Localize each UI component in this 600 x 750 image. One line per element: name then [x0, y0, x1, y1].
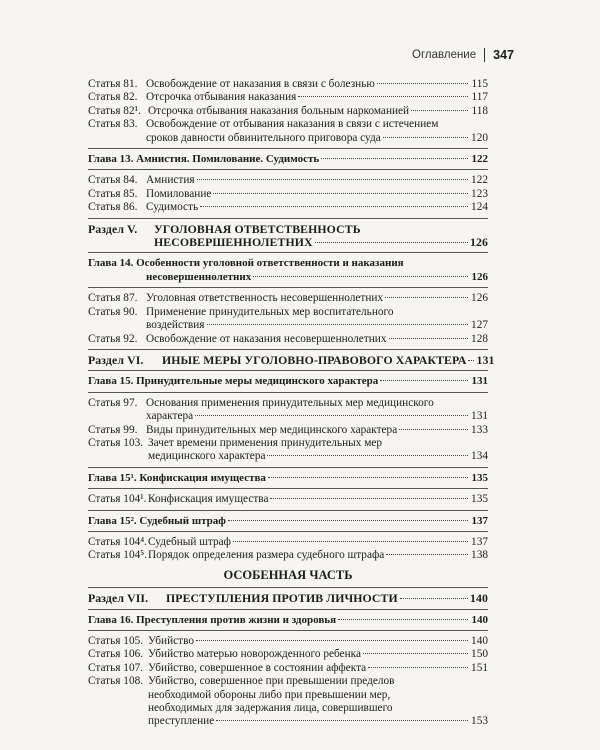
dot-leader — [253, 276, 468, 277]
article-number: Статья 81. — [88, 78, 138, 90]
dot-leader — [383, 137, 468, 138]
article-number: Статья 106. — [88, 648, 144, 661]
article-number: Статья 105. — [88, 635, 144, 647]
section-label: Раздел V. — [88, 221, 138, 236]
dot-leader — [315, 242, 468, 243]
article-number: Статья 104⁴. — [88, 535, 147, 548]
toc-line — [88, 153, 488, 166]
toc-page-number: 126 — [471, 270, 488, 283]
article-title — [146, 174, 488, 187]
toc-page-number: 124 — [471, 201, 488, 214]
toc-entry-text: Глава 15. Принудительные меры медицинского характера — [88, 375, 379, 388]
toc-entry-text: Глава 13. Амнистия. Помилование. Судимость — [88, 153, 320, 166]
section-label: Раздел VI. — [88, 352, 144, 367]
toc-page-number: 115 — [471, 78, 488, 90]
toc-entry-text: характера — [146, 410, 194, 423]
article-number: Статья 103. — [88, 436, 144, 449]
toc-entry-text: Основания применения принудительных мер медицинского — [146, 396, 434, 409]
dot-leader — [380, 380, 468, 381]
toc-entry-text: Убийство матерью новорожденного ребенка — [148, 648, 362, 661]
article-title — [146, 397, 488, 424]
toc-entry-text: Глава 15¹. Конфискация имущества — [88, 471, 266, 484]
toc-article-entry[interactable] — [88, 648, 488, 661]
toc-line — [148, 702, 488, 715]
toc-line — [88, 614, 488, 627]
toc-entry-text: необходимой обороны либо при превышении мер, — [148, 688, 391, 701]
divider-line — [88, 587, 488, 588]
dot-leader — [389, 338, 469, 339]
article-title — [146, 306, 488, 333]
toc-chapter-entry[interactable] — [88, 614, 488, 627]
article-title — [146, 78, 488, 91]
toc-article-entry[interactable] — [88, 306, 488, 333]
section-title — [162, 352, 495, 367]
toc-entry-text: Конфискация имущества — [148, 493, 269, 506]
toc-line — [148, 105, 488, 118]
chapter-title — [88, 375, 488, 388]
article-title — [148, 635, 488, 648]
article-title — [146, 333, 488, 346]
toc-line — [146, 410, 488, 423]
chapter-title — [88, 614, 488, 627]
toc-line — [88, 472, 488, 485]
article-title — [146, 91, 488, 104]
chapter-title — [88, 257, 488, 284]
table-of-contents — [88, 78, 495, 729]
part-title: ОСОБЕННАЯ ЧАСТЬ — [223, 567, 353, 582]
toc-line — [146, 174, 488, 187]
toc-entry-text: Освобождение от отбывания наказания в связи с истечением — [146, 118, 439, 131]
article-title — [146, 292, 488, 305]
toc-entry-text: Убийство, совершенное в состоянии аффекта — [148, 661, 367, 674]
divider-line — [88, 148, 488, 149]
toc-page-number: 140 — [471, 635, 488, 647]
toc-page-number: 131 — [471, 375, 488, 388]
section-title — [154, 223, 488, 250]
article-number: Статья 104⁵. — [88, 549, 147, 562]
toc-entry-text: Судебный штраф — [148, 535, 231, 548]
toc-article-entry[interactable] — [88, 201, 488, 214]
article-number: Статья 108. — [88, 675, 144, 688]
article-number: Статья 104¹. — [88, 493, 147, 506]
toc-article-entry[interactable] — [88, 536, 488, 549]
dot-leader — [386, 554, 468, 555]
toc-page-number: 133 — [471, 423, 488, 436]
toc-line — [154, 223, 488, 236]
dot-leader — [267, 455, 468, 456]
dot-leader — [195, 415, 468, 416]
toc-page-number: 135 — [471, 471, 488, 484]
toc-page-number: 137 — [471, 514, 488, 527]
toc-article-entry[interactable] — [88, 397, 488, 424]
section-label: Раздел VII. — [88, 591, 149, 606]
toc-line — [146, 306, 488, 319]
header-divider — [484, 48, 485, 62]
article-number: Статья 92. — [88, 332, 138, 345]
toc-chapter-entry[interactable] — [88, 515, 488, 528]
toc-page-number: 137 — [471, 535, 488, 548]
toc-entry-text: Отсрочка отбывания наказания больным наркоманией — [148, 104, 410, 117]
toc-line — [88, 257, 488, 270]
toc-article-entry[interactable] — [88, 118, 488, 145]
toc-article-entry[interactable] — [88, 333, 488, 346]
dot-leader — [298, 96, 468, 97]
article-number: Статья 99. — [88, 423, 138, 436]
toc-line — [148, 549, 488, 562]
dot-leader — [233, 541, 468, 542]
toc-entry-text: Судимость — [146, 201, 199, 214]
toc-page-number: 126 — [471, 292, 488, 305]
dot-leader — [270, 498, 468, 499]
dot-leader — [377, 83, 468, 84]
toc-page-number: 131 — [476, 352, 495, 367]
article-number: Статья 97. — [88, 396, 138, 409]
toc-page-number: 131 — [471, 410, 488, 423]
toc-article-entry[interactable] — [88, 635, 488, 648]
toc-entry-text: Виды принудительных мер медицинского характера — [146, 423, 398, 436]
dot-leader — [216, 720, 468, 721]
toc-line — [148, 437, 488, 450]
toc-line — [148, 493, 488, 506]
toc-article-entry[interactable] — [88, 493, 488, 506]
toc-line — [146, 78, 488, 91]
article-title — [146, 118, 488, 145]
article-number: Статья 86. — [88, 201, 138, 214]
divider-line — [88, 488, 488, 489]
toc-page-number: 122 — [471, 153, 488, 166]
article-title — [146, 188, 488, 201]
toc-page-number: 151 — [471, 661, 488, 674]
toc-page-number: 138 — [471, 549, 488, 562]
toc-line — [148, 648, 488, 661]
article-number: Статья 107. — [88, 661, 144, 674]
toc-entry-text: воздействия — [146, 319, 205, 332]
article-title — [148, 648, 488, 661]
toc-chapter-entry[interactable] — [88, 153, 488, 166]
article-number: Статья 82¹. — [88, 104, 141, 117]
toc-section-entry[interactable] — [88, 592, 488, 605]
divider-line — [88, 218, 488, 219]
divider-line — [88, 370, 488, 371]
toc-line — [146, 397, 488, 410]
toc-entry-text: Применение принудительных мер воспитательного — [146, 305, 394, 318]
dot-leader — [400, 598, 468, 599]
divider-line — [88, 287, 488, 288]
toc-article-entry[interactable] — [88, 78, 488, 91]
divider-line — [88, 467, 488, 468]
toc-line — [154, 236, 488, 249]
toc-line — [148, 662, 488, 675]
chapter-title — [88, 153, 488, 166]
dot-leader — [368, 667, 468, 668]
toc-page-number: 117 — [471, 91, 488, 104]
toc-entry-text: Уголовная ответственность несовершеннолетних — [146, 292, 384, 305]
toc-chapter-entry[interactable] — [88, 472, 488, 485]
toc-entry-text: несовершеннолетних — [146, 270, 252, 283]
toc-section-entry[interactable] — [88, 223, 488, 250]
toc-line — [148, 689, 488, 702]
toc-entry-text: Порядок определения размера судебного штрафа — [148, 549, 385, 562]
divider-line — [88, 609, 488, 610]
dot-leader — [228, 520, 468, 521]
running-header — [412, 48, 514, 62]
article-title — [148, 662, 488, 675]
toc-line — [146, 292, 488, 305]
toc-page-number: 134 — [471, 450, 488, 463]
article-number: Статья 85. — [88, 187, 138, 200]
toc-page-number: 153 — [471, 715, 488, 728]
toc-entry-text: преступление — [148, 715, 215, 728]
toc-page-number: 150 — [471, 648, 488, 661]
toc-entry-text: НЕСОВЕРШЕННОЛЕТНИХ — [154, 235, 313, 250]
toc-line — [146, 333, 488, 346]
toc-entry-text: необходимых для задержания лица, совершившего — [148, 702, 393, 715]
toc-entry-text: Освобождение от наказания несовершеннолетних — [146, 332, 387, 345]
article-number: Статья 83. — [88, 118, 138, 131]
toc-page-number: 135 — [471, 493, 488, 506]
dot-leader — [338, 619, 468, 620]
toc-chapter-entry[interactable] — [88, 375, 488, 388]
dot-leader — [399, 429, 468, 430]
toc-entry-text: ПРЕСТУПЛЕНИЯ ПРОТИВ ЛИЧНОСТИ — [166, 591, 398, 606]
toc-line — [148, 675, 488, 688]
article-title — [148, 493, 488, 506]
toc-line — [146, 188, 488, 201]
toc-article-entry[interactable] — [88, 437, 488, 464]
divider-line — [88, 169, 488, 170]
toc-page-number: 128 — [471, 332, 488, 345]
article-number: Статья 90. — [88, 305, 138, 318]
toc-page-number: 126 — [470, 235, 488, 250]
article-title — [146, 424, 488, 437]
article-number: Статья 82. — [88, 91, 138, 104]
toc-line — [148, 450, 488, 463]
toc-line — [146, 201, 488, 214]
dot-leader — [196, 640, 468, 641]
toc-entry-text: Амнистия — [146, 174, 195, 187]
toc-line — [148, 536, 488, 549]
toc-page-number: 140 — [471, 613, 488, 626]
toc-article-entry[interactable] — [88, 105, 488, 118]
toc-chapter-entry[interactable] — [88, 257, 488, 284]
toc-article-entry[interactable] — [88, 549, 488, 562]
toc-line — [88, 515, 488, 528]
article-title — [146, 201, 488, 214]
toc-line — [148, 715, 488, 728]
toc-entry-text: УГОЛОВНАЯ ОТВЕТСТВЕННОСТЬ — [154, 221, 361, 236]
dot-leader — [207, 324, 469, 325]
toc-entry-text: медицинского характера — [148, 450, 266, 463]
toc-entry-text: Глава 15². Судебный штраф — [88, 514, 226, 527]
article-title — [148, 105, 488, 118]
toc-page-number: 120 — [471, 131, 488, 144]
dot-leader — [468, 360, 474, 361]
dot-leader — [385, 297, 468, 298]
toc-line — [162, 352, 495, 367]
toc-entry-text: Глава 14. Особенности уголовной ответственности и наказания — [88, 257, 404, 270]
article-number: Статья 84. — [88, 174, 138, 187]
divider-line — [88, 349, 488, 350]
page-number: 347 — [493, 48, 514, 62]
toc-article-entry[interactable] — [88, 174, 488, 187]
article-title — [148, 437, 488, 464]
toc-article-entry[interactable] — [88, 424, 488, 437]
toc-article-entry[interactable] — [88, 662, 488, 675]
dot-leader — [321, 158, 468, 159]
toc-entry-text: Зачет времени применения принудительных мер — [148, 436, 383, 449]
toc-line — [146, 319, 488, 332]
toc-entry-text: Освобождение от наказания в связи с болезнью — [146, 78, 375, 90]
chapter-title — [88, 472, 488, 485]
divider-line — [88, 630, 488, 631]
toc-entry-text: Убийство, совершенное при превышении пределов — [148, 675, 395, 688]
article-title — [148, 675, 488, 729]
toc-line — [146, 118, 488, 131]
toc-entry-text: сроков давности обвинительного приговора суда — [146, 131, 381, 144]
toc-page-number: 127 — [471, 319, 488, 332]
divider-line — [88, 510, 488, 511]
toc-line — [146, 424, 488, 437]
dot-leader — [411, 110, 468, 111]
toc-page-number: 122 — [471, 174, 488, 187]
toc-entry-text: Отсрочка отбывания наказания — [146, 91, 297, 104]
toc-article-entry[interactable] — [88, 675, 488, 729]
toc-line — [88, 271, 488, 284]
toc-page-number: 123 — [471, 187, 488, 200]
dot-leader — [197, 179, 468, 180]
chapter-title — [88, 515, 488, 528]
divider-line — [88, 531, 488, 532]
toc-entry-text: Помилование — [146, 187, 212, 200]
article-number: Статья 87. — [88, 292, 138, 305]
toc-entry-text: Глава 16. Преступления против жизни и здоровья — [88, 613, 337, 626]
dot-leader — [213, 193, 468, 194]
toc-line — [166, 592, 488, 605]
dot-leader — [363, 653, 468, 654]
toc-entry-text: Убийство — [148, 635, 194, 647]
toc-page-number: 118 — [471, 104, 488, 117]
running-title: Оглавление — [412, 49, 477, 61]
toc-page-number: 140 — [470, 591, 488, 606]
article-title — [148, 549, 488, 562]
article-title — [148, 536, 488, 549]
toc-article-entry[interactable] — [88, 188, 488, 201]
toc-line — [146, 91, 488, 104]
toc-line — [146, 132, 488, 145]
toc-entry-text: ИНЫЕ МЕРЫ УГОЛОВНО-ПРАВОВОГО ХАРАКТЕРА — [162, 352, 467, 367]
toc-article-entry[interactable] — [88, 91, 488, 104]
toc-article-entry[interactable] — [88, 292, 488, 305]
dot-leader — [268, 477, 468, 478]
divider-line — [88, 392, 488, 393]
section-title — [166, 592, 488, 605]
divider-line — [88, 252, 488, 253]
dot-leader — [200, 206, 468, 207]
toc-line — [148, 635, 488, 648]
toc-section-entry[interactable] — [88, 352, 495, 367]
toc-line — [88, 375, 488, 388]
